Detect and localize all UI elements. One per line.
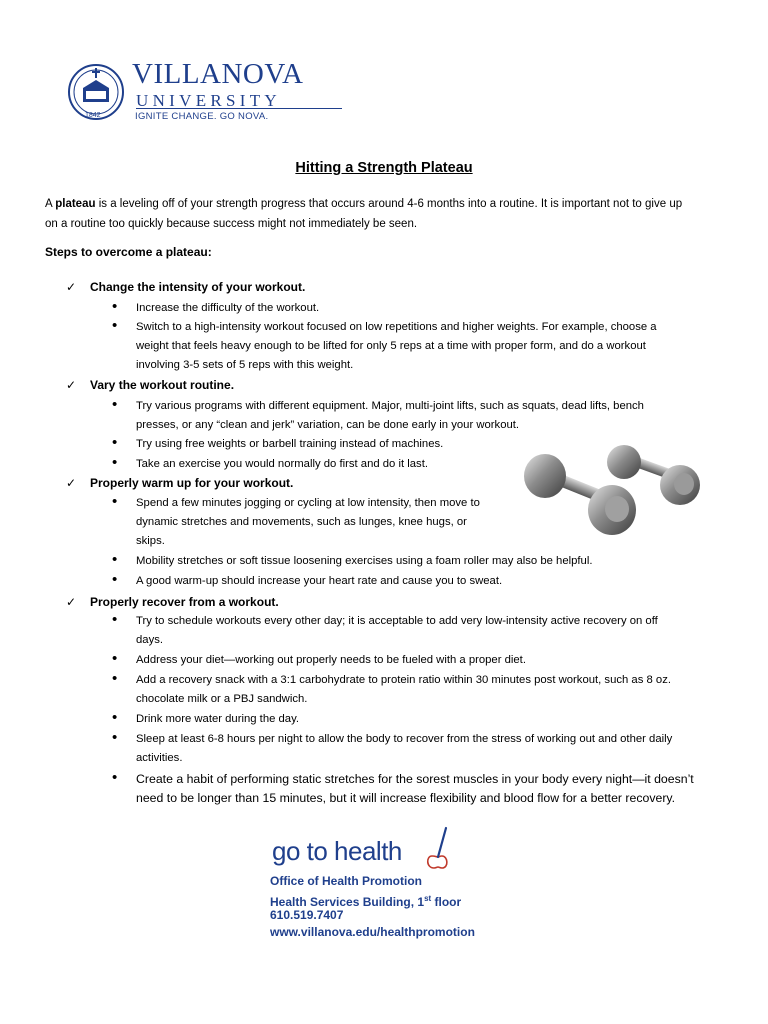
step-heading: Vary the workout routine. — [90, 378, 235, 392]
bullet-text-line: Create a habit of performing static stretches for the sorest muscles in your body every night—it doesn’t — [136, 772, 694, 786]
bullet-text-line: days. — [136, 634, 164, 646]
checkmark-icon: ✓ — [66, 595, 77, 609]
checkmark-icon: ✓ — [66, 378, 77, 392]
bullet-icon: • — [112, 396, 118, 413]
checkmark-icon: ✓ — [66, 476, 77, 490]
step-heading: Change the intensity of your workout. — [90, 280, 306, 294]
bullet-icon: • — [112, 317, 118, 334]
building-sup: st — [424, 894, 432, 903]
logo-university: UNIVERSITY — [136, 91, 281, 110]
bullet-text-line: chocolate milk or a PBJ sandwich. — [136, 693, 308, 705]
bullet-text-line: activities. — [136, 752, 183, 764]
checkmark-icon: ✓ — [66, 280, 77, 294]
office-name: Office of Health Promotion — [270, 874, 423, 888]
logo-name: VILLANOVA — [132, 58, 304, 90]
bullet-text-line: Mobility stretches or soft tissue loosening exercises using a foam roller may also be helpful. — [136, 555, 593, 567]
bullet-text-line: skips. — [136, 535, 165, 547]
dumbbell-image — [520, 440, 705, 540]
bullet-text-line: Spend a few minutes jogging or cycling at low intensity, then move to — [136, 497, 480, 509]
bullet-text-line: Try various programs with different equipment. Major, multi-joint lifts, such as squats, dead lifts, bench — [136, 400, 644, 412]
bullet-icon: • — [112, 571, 118, 588]
bullet-text-line: Sleep at least 6-8 hours per night to allow the body to recover from the stress of working out and other daily — [136, 733, 673, 745]
bullet-icon: • — [112, 493, 118, 510]
bullet-icon: • — [112, 769, 118, 786]
bullet-text-line: presses, or any “clean and jerk” variation, can be done early in your workout. — [136, 419, 520, 431]
villanova-logo — [66, 58, 316, 128]
intro-prefix: A — [45, 198, 56, 210]
bullet-text-line: A good warm-up should increase your heart rate and cause you to sweat. — [136, 575, 503, 587]
bullet-text-line: Address your diet—working out properly needs to be fueled with a proper diet. — [136, 654, 526, 666]
bullet-text-line: Take an exercise you would normally do first and do it last. — [136, 458, 428, 470]
apple-icon — [422, 826, 452, 871]
bullet-text-line: Switch to a high-intensity workout focused on low repetitions and higher weights. For example, choose a — [136, 321, 657, 333]
bullet-icon: • — [112, 298, 118, 315]
bullet-text-line: Increase the difficulty of the workout. — [136, 302, 320, 314]
step-heading: Properly warm up for your workout. — [90, 476, 294, 490]
bullet-icon: • — [112, 709, 118, 726]
go-to-health-logo — [272, 830, 462, 875]
intro-bold-word: plateau — [55, 198, 96, 210]
steps-heading: Steps to overcome a plateau: — [45, 245, 212, 259]
website-link[interactable]: www.villanova.edu/healthpromotion — [270, 925, 475, 939]
bullet-icon: • — [112, 729, 118, 746]
phone-number: 610.519.7407 — [270, 908, 344, 922]
bullet-text-line: dynamic stretches and movements, such as lunges, knee hugs, or — [136, 516, 467, 528]
intro-paragraph — [45, 195, 735, 234]
intro-line2: on a routine too quickly because success might not immediately be seen. — [45, 217, 418, 230]
bullet-icon: • — [112, 551, 118, 568]
logo-tagline: IGNITE CHANGE. GO NOVA. — [135, 111, 269, 122]
bullet-text-line: Add a recovery snack with a 3:1 carbohydrate to protein ratio within 30 minutes post workout, such as 8 oz. — [136, 674, 671, 686]
bullet-icon: • — [112, 454, 118, 471]
bullet-icon: • — [112, 670, 118, 687]
bullet-text-line: Try to schedule workouts every other day; it is acceptable to add very low-intensity active recovery on off — [136, 615, 658, 627]
go-to-health-brand: go to health — [272, 836, 402, 866]
intro-line1: is a leveling off of your strength progress that occurs around 4-6 months into a routine. It is important not to give up — [95, 198, 683, 210]
bullet-text-line: need to be longer than 15 minutes, but it will increase flexibility and blood flow for a better recovery. — [136, 791, 676, 805]
bullet-text-line: weight that feels heavy enough to be lifted for only 5 reps at a time with proper form, and do a workout — [136, 340, 646, 352]
bullet-text-line: Drink more water during the day. — [136, 713, 300, 725]
step-heading: Properly recover from a workout. — [90, 595, 279, 609]
bullet-icon: • — [112, 650, 118, 667]
page-title: Hitting a Strength Plateau — [295, 160, 473, 176]
seal-year: 1842 — [85, 112, 101, 119]
bullet-text-line: Try using free weights or barbell training instead of machines. — [136, 438, 444, 450]
bullet-icon: • — [112, 611, 118, 628]
building-prefix: Health Services Building, 1 — [270, 895, 425, 909]
building-suffix: floor — [431, 895, 462, 909]
bullet-text-line: involving 3-5 sets of 5 reps with this weight. — [136, 359, 354, 371]
bullet-icon: • — [112, 434, 118, 451]
